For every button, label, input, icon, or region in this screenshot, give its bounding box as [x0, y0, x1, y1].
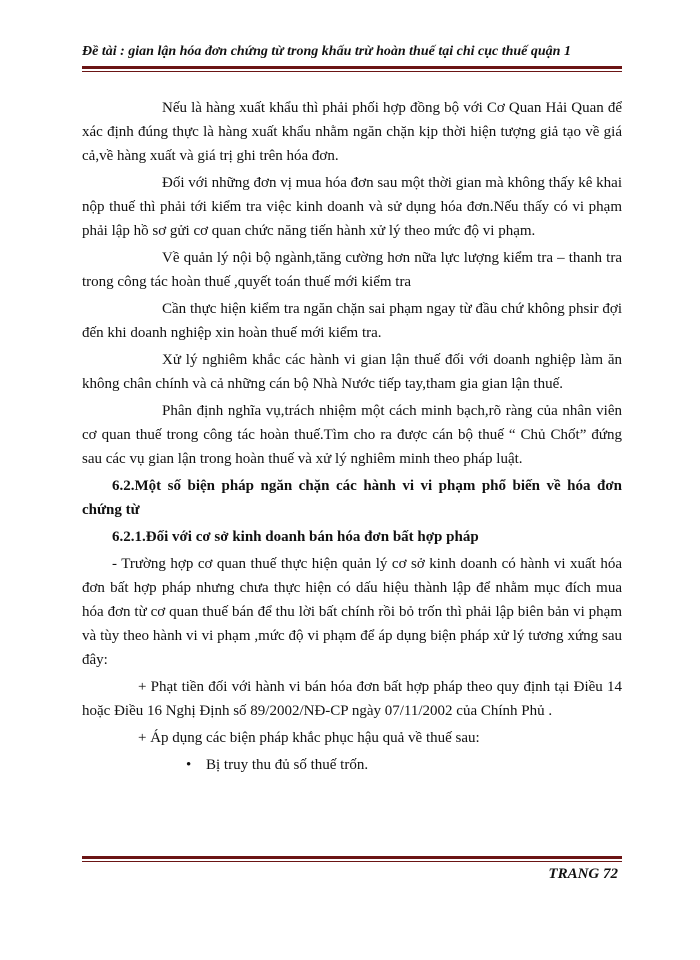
bullet-icon: •	[186, 757, 192, 773]
page-header-title: Đề tài : gian lận hóa đơn chứng từ trong khấu trừ hoàn thuế tại chi cục thuế quận 1	[82, 44, 571, 59]
subsection-heading: 6.2.1.Đối với cơ sở kinh doanh bán hóa đơn bất hợp pháp	[112, 529, 479, 545]
section-heading: 6.2.Một số biện pháp ngăn chặn các hành vi vi phạm phổ biến về hóa đơn chứng từ	[82, 478, 622, 518]
body-paragraph: Đối với những đơn vị mua hóa đơn sau một thời gian mà không thấy kê khai nộp thuế thì phải tới kiểm tra việc kinh doanh và sử dụng hóa đơn.Nếu thấy có vi phạm phải lập hồ sơ gửi cơ quan chức năng tiến hành xử lý theo mức độ vi phạm.	[82, 175, 622, 239]
body-paragraph: Cần thực hiện kiểm tra ngăn chặn sai phạm ngay từ đầu chứ không phsir đợi đến khi doanh nghiệp xin hoàn thuế mới kiểm tra.	[82, 301, 622, 341]
bullet-list	[82, 753, 622, 777]
body-paragraph: + Phạt tiền đối với hành vi bán hóa đơn bất hợp pháp theo quy định tại Điều 14 hoặc Điều 16 Nghị Định số 89/2002/NĐ-CP ngày 07/11/2002 của Chính Phủ .	[82, 679, 622, 719]
document-body	[82, 96, 622, 777]
bullet-text: Bị truy thu đủ số thuế trốn.	[206, 757, 369, 773]
body-paragraph: + Áp dụng các biện pháp khắc phục hậu quả về thuế sau:	[138, 730, 480, 746]
body-paragraph: Phân định nghĩa vụ,trách nhiệm một cách minh bạch,rõ ràng của nhân viên cơ quan thuế trong công tác hoàn thuế.Tìm cho ra được cán bộ thuế “ Chủ Chốt” đứng sau các vụ gian lận trong hoàn thuế và xử lý nghiêm minh theo pháp luật.	[82, 403, 622, 467]
header-divider	[82, 66, 622, 72]
body-paragraph: Nếu là hàng xuất khẩu thì phải phối hợp đồng bộ với Cơ Quan Hải Quan để xác định đúng thực là hàng xuất khẩu nhằm ngăn chặn kịp thời hiện tượng giả tạo về giá cả,về hàng xuất và giá trị ghi trên hóa đơn.	[82, 100, 622, 164]
body-paragraph: - Trường hợp cơ quan thuế thực hiện quản lý cơ sở kinh doanh có hành vi xuất hóa đơn bất hợp pháp nhưng chưa thực hiện có dấu hiệu thành lập để nhằm mục đích mua hóa đơn từ cơ quan thuế bán để thu lời bất chính rồi bỏ trốn thì phải lập biên bản vi phạm và tùy theo hành vi vi phạm ,mức độ vi phạm để áp dụng biện pháp xử lý tương xứng sau đây:	[82, 556, 622, 668]
body-paragraph: Về quản lý nội bộ ngành,tăng cường hơn nữa lực lượng kiểm tra – thanh tra trong công tác hoàn thuế ,quyết toán thuế mới kiểm tra	[82, 250, 622, 290]
footer-divider	[82, 856, 622, 862]
body-paragraph: Xử lý nghiêm khắc các hành vi gian lận thuế đối với doanh nghiệp làm ăn không chân chính và cả những cán bộ Nhà Nước tiếp tay,tham gia gian lận thuế.	[82, 352, 622, 392]
page-number: TRANG 72	[548, 866, 618, 882]
bullet-list-item	[82, 753, 622, 777]
